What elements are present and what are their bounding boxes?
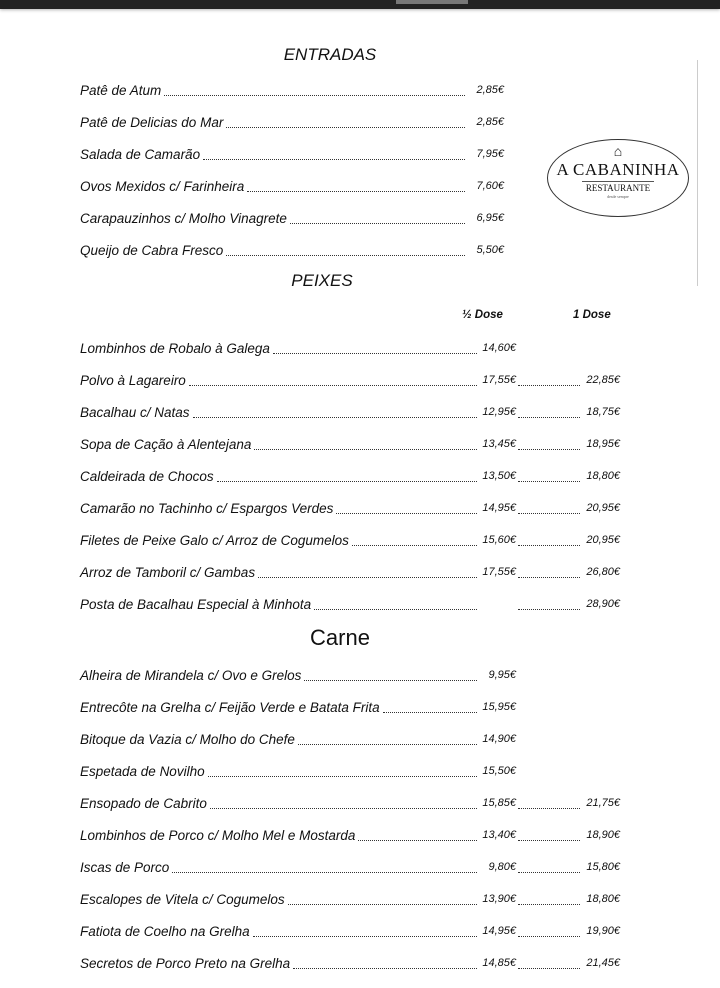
menu-item-name: Caldeirada de Chocos [80,468,214,484]
dot-leader [253,926,477,937]
menu-item [80,428,620,460]
column-header-half-dose: ½ Dose [462,309,503,321]
price-full-dose: 22,85€ [586,374,620,386]
menu-item-name: Carapauzinhos c/ Molho Vinagrete [80,210,287,226]
price-half-dose: 15,60€ [482,534,516,546]
menu-item [80,364,620,396]
price-half-dose: 14,90€ [482,733,516,745]
menu-item [80,947,620,979]
price-half-dose: 9,95€ [488,669,516,681]
logo-tagline: desde sempre [607,194,629,199]
carne-list [80,659,620,979]
price-half-dose: 14,95€ [482,502,516,514]
price-full-dose: 21,45€ [586,957,620,969]
logo-name: A CABANINHA [556,160,680,179]
price-full-dose: 20,95€ [586,534,620,546]
dot-leader [172,862,477,873]
menu-item [80,524,620,556]
menu-item-name: Polvo à Lagareiro [80,372,186,388]
price-full-dose: 19,90€ [586,925,620,937]
price-full-dose: 18,95€ [586,438,620,450]
menu-item-name: Secretos de Porco Preto na Grelha [80,955,291,971]
price-full-dose: 28,90€ [586,598,620,610]
menu-item-name: Salada de Camarão [80,146,201,162]
dot-leader [210,798,477,809]
section-title-carne: Carne [310,625,370,650]
menu-item [80,396,620,428]
dot-leader [226,245,465,256]
dot-leader [518,894,580,905]
menu-item [80,883,620,915]
menu-item [80,106,504,138]
menu-item-name: Posta de Bacalhau Especial à Minhota [80,596,312,612]
restaurant-logo [547,139,689,217]
price-half-dose: 15,50€ [482,765,516,777]
menu-item [80,138,504,170]
dot-leader [518,926,580,937]
dot-leader [208,766,477,777]
dot-leader [518,535,580,546]
price-half-dose: 15,85€ [482,797,516,809]
menu-item-name: Fatiota de Coelho na Grelha [80,923,250,939]
menu-item-name: Espetada de Novilho [80,763,205,779]
price-full-dose: 18,75€ [586,406,620,418]
dot-leader [226,117,465,128]
price-half-dose: 12,95€ [482,406,516,418]
dot-leader [518,599,580,610]
dot-leader [314,599,477,610]
scroll-thumb[interactable] [396,0,468,4]
dot-leader [293,958,477,969]
dot-leader [518,407,580,418]
dot-leader [254,439,477,450]
dot-leader [383,702,477,713]
menu-item-name: Iscas de Porco [80,859,170,875]
menu-item [80,851,620,883]
dot-leader [352,535,477,546]
dot-leader [518,798,580,809]
price-half-dose: 14,60€ [482,342,516,354]
menu-item [80,723,620,755]
dot-leader [203,149,465,160]
price-full-dose: 20,95€ [586,502,620,514]
price-half-dose: 13,40€ [482,829,516,841]
dot-leader [193,407,477,418]
price-half-dose: 13,45€ [482,438,516,450]
price-half-dose: 17,55€ [482,374,516,386]
dot-leader [518,958,580,969]
price-full-dose: 21,75€ [586,797,620,809]
menu-item [80,74,504,106]
menu-item [80,556,620,588]
menu-item-name: Queijo de Cabra Fresco [80,242,224,258]
menu-item-name: Escalopes de Vitela c/ Cogumelos [80,891,285,907]
dot-leader [518,471,580,482]
menu-item-name: Sopa de Cação à Alentejana [80,436,252,452]
menu-item [80,492,620,524]
menu-item [80,202,504,234]
menu-item [80,460,620,492]
price-half-dose: 5,50€ [476,244,504,256]
menu-item-name: Alheira de Mirandela c/ Ovo e Grelos [80,667,302,683]
dot-leader [164,85,465,96]
menu-item-name: Camarão no Tachinho c/ Espargos Verdes [80,500,334,516]
price-half-dose: 13,50€ [482,470,516,482]
menu-item [80,659,620,691]
entradas-list [80,74,504,266]
menu-item-name: Filetes de Peixe Galo c/ Arroz de Cogumelos [80,532,349,548]
menu-item [80,234,504,266]
dot-leader [336,503,477,514]
menu-item [80,755,620,787]
dot-leader [518,862,580,873]
dot-leader [288,894,477,905]
section-title-peixes: PEIXES [291,271,353,290]
menu-item [80,691,620,723]
menu-item-name: Arroz de Tamboril c/ Gambas [80,564,256,580]
price-full-dose: 18,80€ [586,893,620,905]
price-half-dose: 17,55€ [482,566,516,578]
dot-leader [247,181,465,192]
peixes-list [80,332,620,620]
dot-leader [358,830,477,841]
menu-item-name: Ovos Mexidos c/ Farinheira [80,178,245,194]
dot-leader [304,670,477,681]
menu-item-name: Bacalhau c/ Natas [80,404,190,420]
price-half-dose: 14,85€ [482,957,516,969]
price-half-dose: 7,60€ [476,180,504,192]
menu-item [80,332,620,364]
menu-item [80,819,620,851]
menu-item-name: Patê de Atum [80,82,162,98]
dot-leader [189,375,477,386]
dot-leader [217,471,477,482]
dot-leader [258,567,477,578]
menu-item-name: Ensopado de Cabrito [80,795,207,811]
price-half-dose: 2,85€ [476,116,504,128]
price-half-dose: 14,95€ [482,925,516,937]
house-icon: ⌂ [613,145,623,160]
price-half-dose: 15,95€ [482,701,516,713]
column-header-full-dose: 1 Dose [573,309,611,321]
price-half-dose: 9,80€ [488,861,516,873]
menu-item-name: Lombinhos de Robalo à Galega [80,340,270,356]
dot-leader [518,503,580,514]
menu-item [80,915,620,947]
section-title-entradas: ENTRADAS [283,45,377,64]
dot-leader [518,439,580,450]
menu-item [80,170,504,202]
dot-leader [298,734,477,745]
logo-subtitle: RESTAURANTE [582,181,654,194]
dot-leader [273,343,477,354]
dot-leader [518,830,580,841]
menu-item [80,787,620,819]
viewer-toolbar [0,0,720,9]
price-full-dose: 18,90€ [586,829,620,841]
menu-item-name: Entrecôte na Grelha c/ Feijão Verde e Batata Frita [80,699,380,715]
menu-item-name: Bitoque da Vazia c/ Molho do Chefe [80,731,295,747]
price-half-dose: 6,95€ [476,212,504,224]
page-edge-divider [697,60,698,286]
price-half-dose: 7,95€ [476,148,504,160]
menu-item-name: Patê de Delicias do Mar [80,114,224,130]
price-half-dose: 2,85€ [476,84,504,96]
dot-leader [518,567,580,578]
menu-item-name: Lombinhos de Porco c/ Molho Mel e Mostarda [80,827,356,843]
dot-leader [518,375,580,386]
price-full-dose: 26,80€ [586,566,620,578]
dot-leader [290,213,465,224]
price-full-dose: 15,80€ [586,861,620,873]
price-half-dose: 13,90€ [482,893,516,905]
price-full-dose: 18,80€ [586,470,620,482]
menu-item [80,588,620,620]
